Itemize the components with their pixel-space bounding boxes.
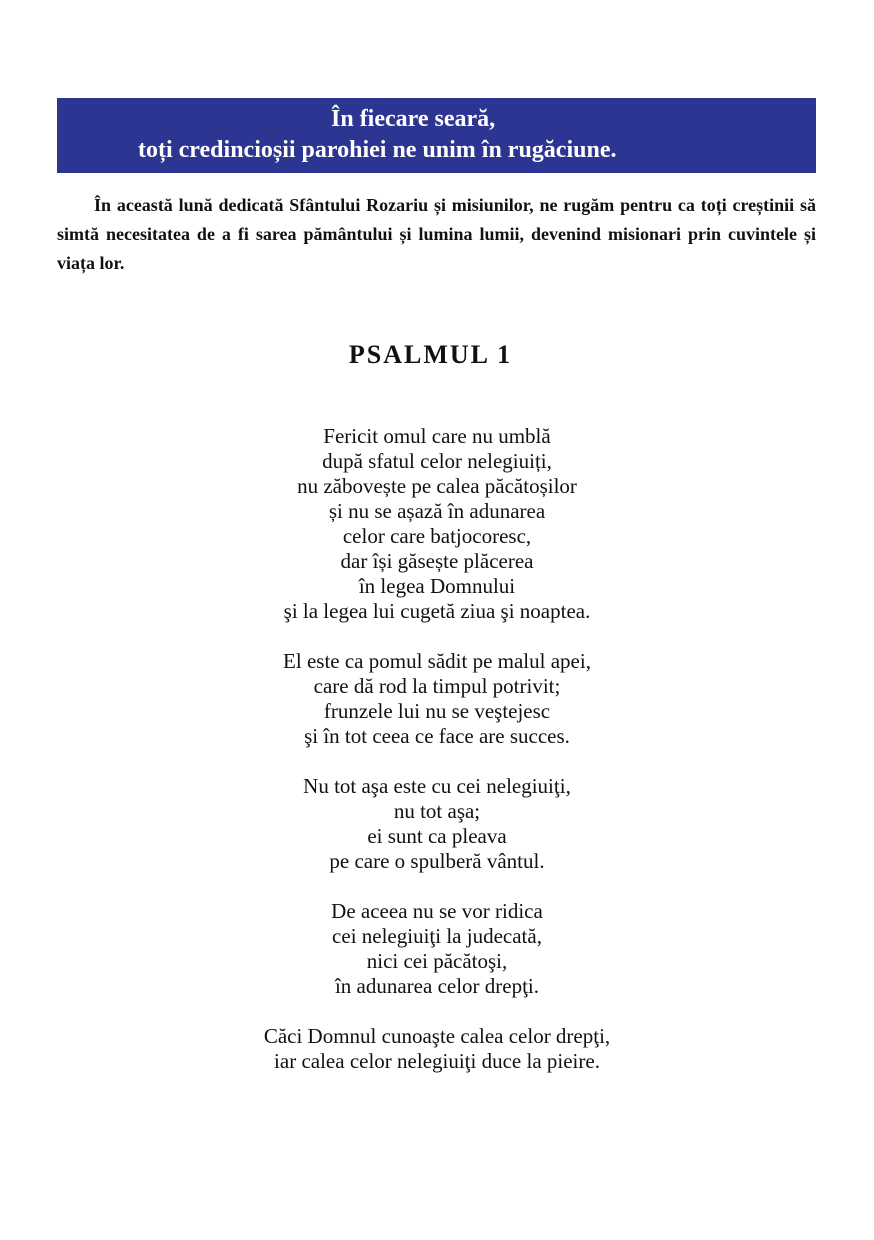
psalm-title: PSALMUL 1 [348, 340, 513, 369]
psalm-line: nu tot aşa; [393, 799, 481, 823]
psalm-line: nici cei păcătoşi, [366, 949, 508, 973]
psalm-line: în legea Domnului [358, 574, 516, 598]
banner-line-1: În fiecare seară, [331, 106, 496, 132]
psalm-line: şi în tot ceea ce face are succes. [304, 724, 570, 748]
psalm-line: cei nelegiuiţi la judecată, [332, 924, 542, 948]
psalm-line: nu zăbovește pe calea păcătoșilor [297, 474, 577, 498]
psalm-line: De aceea nu se vor ridica [331, 899, 543, 923]
banner-line-2: toți credincioșii parohiei ne unim în rugăciune. [138, 137, 617, 163]
psalm-line: care dă rod la timpul potrivit; [313, 674, 561, 698]
psalm-line: frunzele lui nu se veştejesc [323, 699, 551, 723]
psalm-stanza-4 [0, 899, 874, 999]
psalm-line: în adunarea celor drepţi. [334, 974, 540, 998]
header-banner [57, 98, 816, 173]
psalm-line: după sfatul celor nelegiuiți, [322, 449, 552, 473]
intro-paragraph: În această lună dedicată Sfântului Rozariu și misiunilor, ne rugăm pentru ca toți creștinii să simtă necesitatea de a fi sarea pământului și lumina lumii, devenind misionari prin cuvintele și viața lor. [57, 195, 816, 273]
psalm-line: ei sunt ca pleava [367, 824, 507, 848]
psalm-line: iar calea celor nelegiuiţi duce la pieire. [274, 1049, 600, 1073]
psalm-stanza-5 [0, 1024, 874, 1074]
psalm-line: Nu tot aşa este cu cei nelegiuiţi, [303, 774, 571, 798]
psalm-stanza-2 [0, 649, 874, 749]
psalm-line: dar își găsește plăcerea [340, 549, 534, 573]
psalm-body [0, 424, 874, 1099]
psalm-line: celor care batjocoresc, [342, 524, 532, 548]
psalm-line: și nu se așază în adunarea [328, 499, 546, 523]
psalm-line: pe care o spulberă vântul. [329, 849, 545, 873]
psalm-stanza-1 [0, 424, 874, 624]
psalm-stanza-3 [0, 774, 874, 874]
psalm-line: Căci Domnul cunoaşte calea celor drepţi, [263, 1024, 611, 1048]
psalm-line: şi la legea lui cugetă ziua şi noaptea. [283, 599, 591, 623]
psalm-line: Fericit omul care nu umblă [323, 424, 551, 448]
psalm-line: El este ca pomul sădit pe malul apei, [283, 649, 591, 673]
